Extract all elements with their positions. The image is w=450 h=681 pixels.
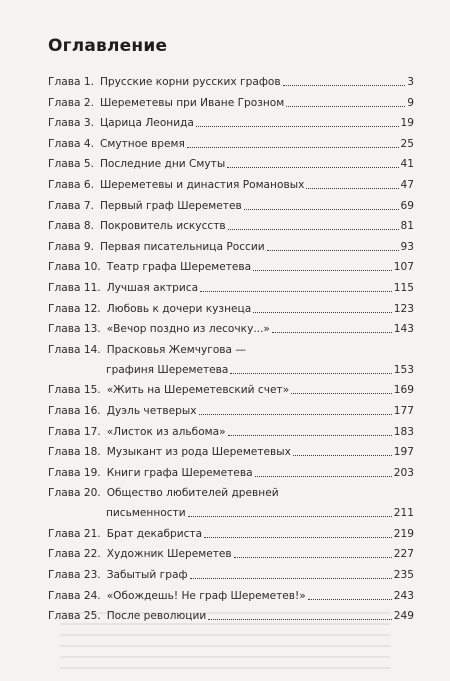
chapter-number: Глава 5. [48,158,94,171]
chapter-title: Последние дни Смуты [99,158,226,171]
toc-entry [48,138,414,151]
dot-leader [234,557,392,558]
chapter-title: Прасковья Жемчугова — [106,343,246,356]
toc-entry-line [48,507,414,520]
dot-leader [230,373,391,374]
page-number: 93 [400,240,414,253]
toc-entry [48,569,414,582]
dot-leader [267,250,399,251]
chapter-title: Шереметевы и династия Романовых [99,178,305,191]
chapter-title: После революции [106,610,207,623]
page-number: 115 [393,281,414,294]
dot-leader [190,578,392,579]
toc-entry [48,384,414,397]
chapter-number: Глава 23. [48,569,101,582]
chapter-number: Глава 10. [48,261,101,274]
dot-leader [204,537,392,538]
chapter-title: Смутное время [99,137,185,150]
chapter-title: Брат декабриста [106,527,203,540]
dot-leader [188,516,392,517]
chapter-title: Художник Шереметев [106,548,232,561]
dot-leader [196,126,399,127]
chapter-number: Глава 22. [48,548,101,561]
chapter-number: Глава 16. [48,404,101,417]
dot-leader [306,188,398,189]
chapter-title-continued: письменности [106,507,186,520]
chapter-number: Глава 25. [48,610,101,623]
chapter-title: Музыкант из рода Шереметевых [106,446,291,459]
chapter-number: Глава 8. [48,220,94,233]
dot-leader [200,291,392,292]
toc-entry [48,158,414,171]
toc-entry [48,344,414,377]
page-number: 235 [393,569,414,582]
toc-entry [48,323,414,336]
chapter-title: Общество любителей древней [106,487,279,500]
page-number: 249 [393,610,414,623]
chapter-title: «Листок из альбома» [106,425,226,438]
page-number: 153 [393,363,414,376]
page-number: 47 [400,178,414,191]
page-number: 211 [393,507,414,520]
dot-leader [272,332,392,333]
toc-entry [48,261,414,274]
bleed-through-text [60,612,390,672]
chapter-number: Глава 4. [48,137,94,150]
dot-leader [227,167,398,168]
dot-leader [228,435,392,436]
dot-leader [244,209,399,210]
toc-entry [48,548,414,561]
page-number: 19 [400,117,414,130]
toc-entry [48,303,414,316]
toc-entry [48,220,414,233]
chapter-number: Глава 21. [48,527,101,540]
chapter-title: Покровитель искусств [99,220,226,233]
chapter-number: Глава 2. [48,96,94,109]
chapter-title: «Обождешь! Не граф Шереметев!» [106,589,306,602]
page-number: 219 [393,527,414,540]
dot-leader [291,393,392,394]
chapter-number: Глава 19. [48,466,101,479]
page-number: 25 [400,137,414,150]
dot-leader [199,414,392,415]
chapter-title: «Вечор поздно из лесочку...» [106,323,270,336]
toc-entry [48,446,414,459]
dot-leader [255,476,392,477]
dot-leader [253,270,392,271]
toc-entry [48,117,414,130]
chapter-title-continued: графиня Шереметева [106,363,229,376]
toc-entry [48,179,414,192]
page-number: 81 [400,220,414,233]
page-number: 107 [393,261,414,274]
toc-entry-line [48,364,414,377]
page-number: 41 [400,158,414,171]
chapter-title: Лучшая актриса [106,281,199,294]
page-number: 169 [393,384,414,397]
dot-leader [187,147,399,148]
toc-entry [48,200,414,213]
chapter-number: Глава 11. [48,281,101,294]
chapter-number: Глава 9. [48,240,94,253]
chapter-number: Глава 3. [48,117,94,130]
dot-leader [286,106,405,107]
chapter-title: Первая писательница России [99,240,265,253]
dot-leader [293,455,392,456]
chapter-number: Глава 12. [48,302,101,315]
table-of-contents [48,76,414,631]
toc-entry [48,282,414,295]
toc-entry [48,241,414,254]
page-number: 9 [407,96,414,109]
page-number: 243 [393,589,414,602]
toc-entry-line [48,487,414,500]
toc-entry [48,405,414,418]
toc-entry [48,590,414,603]
dot-leader [283,85,406,86]
chapter-number: Глава 7. [48,199,94,212]
toc-entry [48,487,414,520]
toc-entry [48,528,414,541]
chapter-number: Глава 1. [48,76,94,88]
chapter-title: Шереметевы при Иване Грозном [99,96,285,109]
chapter-number: Глава 24. [48,589,101,602]
toc-entry [48,76,414,89]
toc-entry [48,426,414,439]
chapter-number: Глава 18. [48,446,101,459]
page-number: 203 [393,466,414,479]
dot-leader [228,229,399,230]
page-number: 177 [393,404,414,417]
chapter-number: Глава 17. [48,425,101,438]
toc-entry [48,467,414,480]
dot-leader [253,312,392,313]
toc-entry-line [48,344,414,357]
page-number: 183 [393,425,414,438]
chapter-title: Любовь к дочери кузнеца [106,302,252,315]
chapter-number: Глава 6. [48,178,94,191]
chapter-title: Театр графа Шереметева [106,261,252,274]
chapter-title: Царица Леонида [99,117,194,130]
chapter-number: Глава 14. [48,343,101,356]
page-title: Оглавление [48,36,168,56]
page-number: 3 [407,76,414,88]
chapter-number: Глава 15. [48,384,101,397]
dot-leader [308,599,392,600]
page-number: 227 [393,548,414,561]
chapter-title: Первый граф Шереметев [99,199,242,212]
page-number: 143 [393,323,414,336]
chapter-title: Книги графа Шереметева [106,466,253,479]
chapter-number: Глава 20. [48,487,101,500]
chapter-title: Забытый граф [106,569,188,582]
chapter-title: «Жить на Шереметевский счет» [106,384,290,397]
toc-entry [48,97,414,110]
chapter-title: Дуэль четверых [106,404,197,417]
page-number: 69 [400,199,414,212]
page-number: 123 [393,302,414,315]
page-number: 197 [393,446,414,459]
chapter-title: Прусские корни русских графов [99,76,281,88]
chapter-number: Глава 13. [48,323,101,336]
